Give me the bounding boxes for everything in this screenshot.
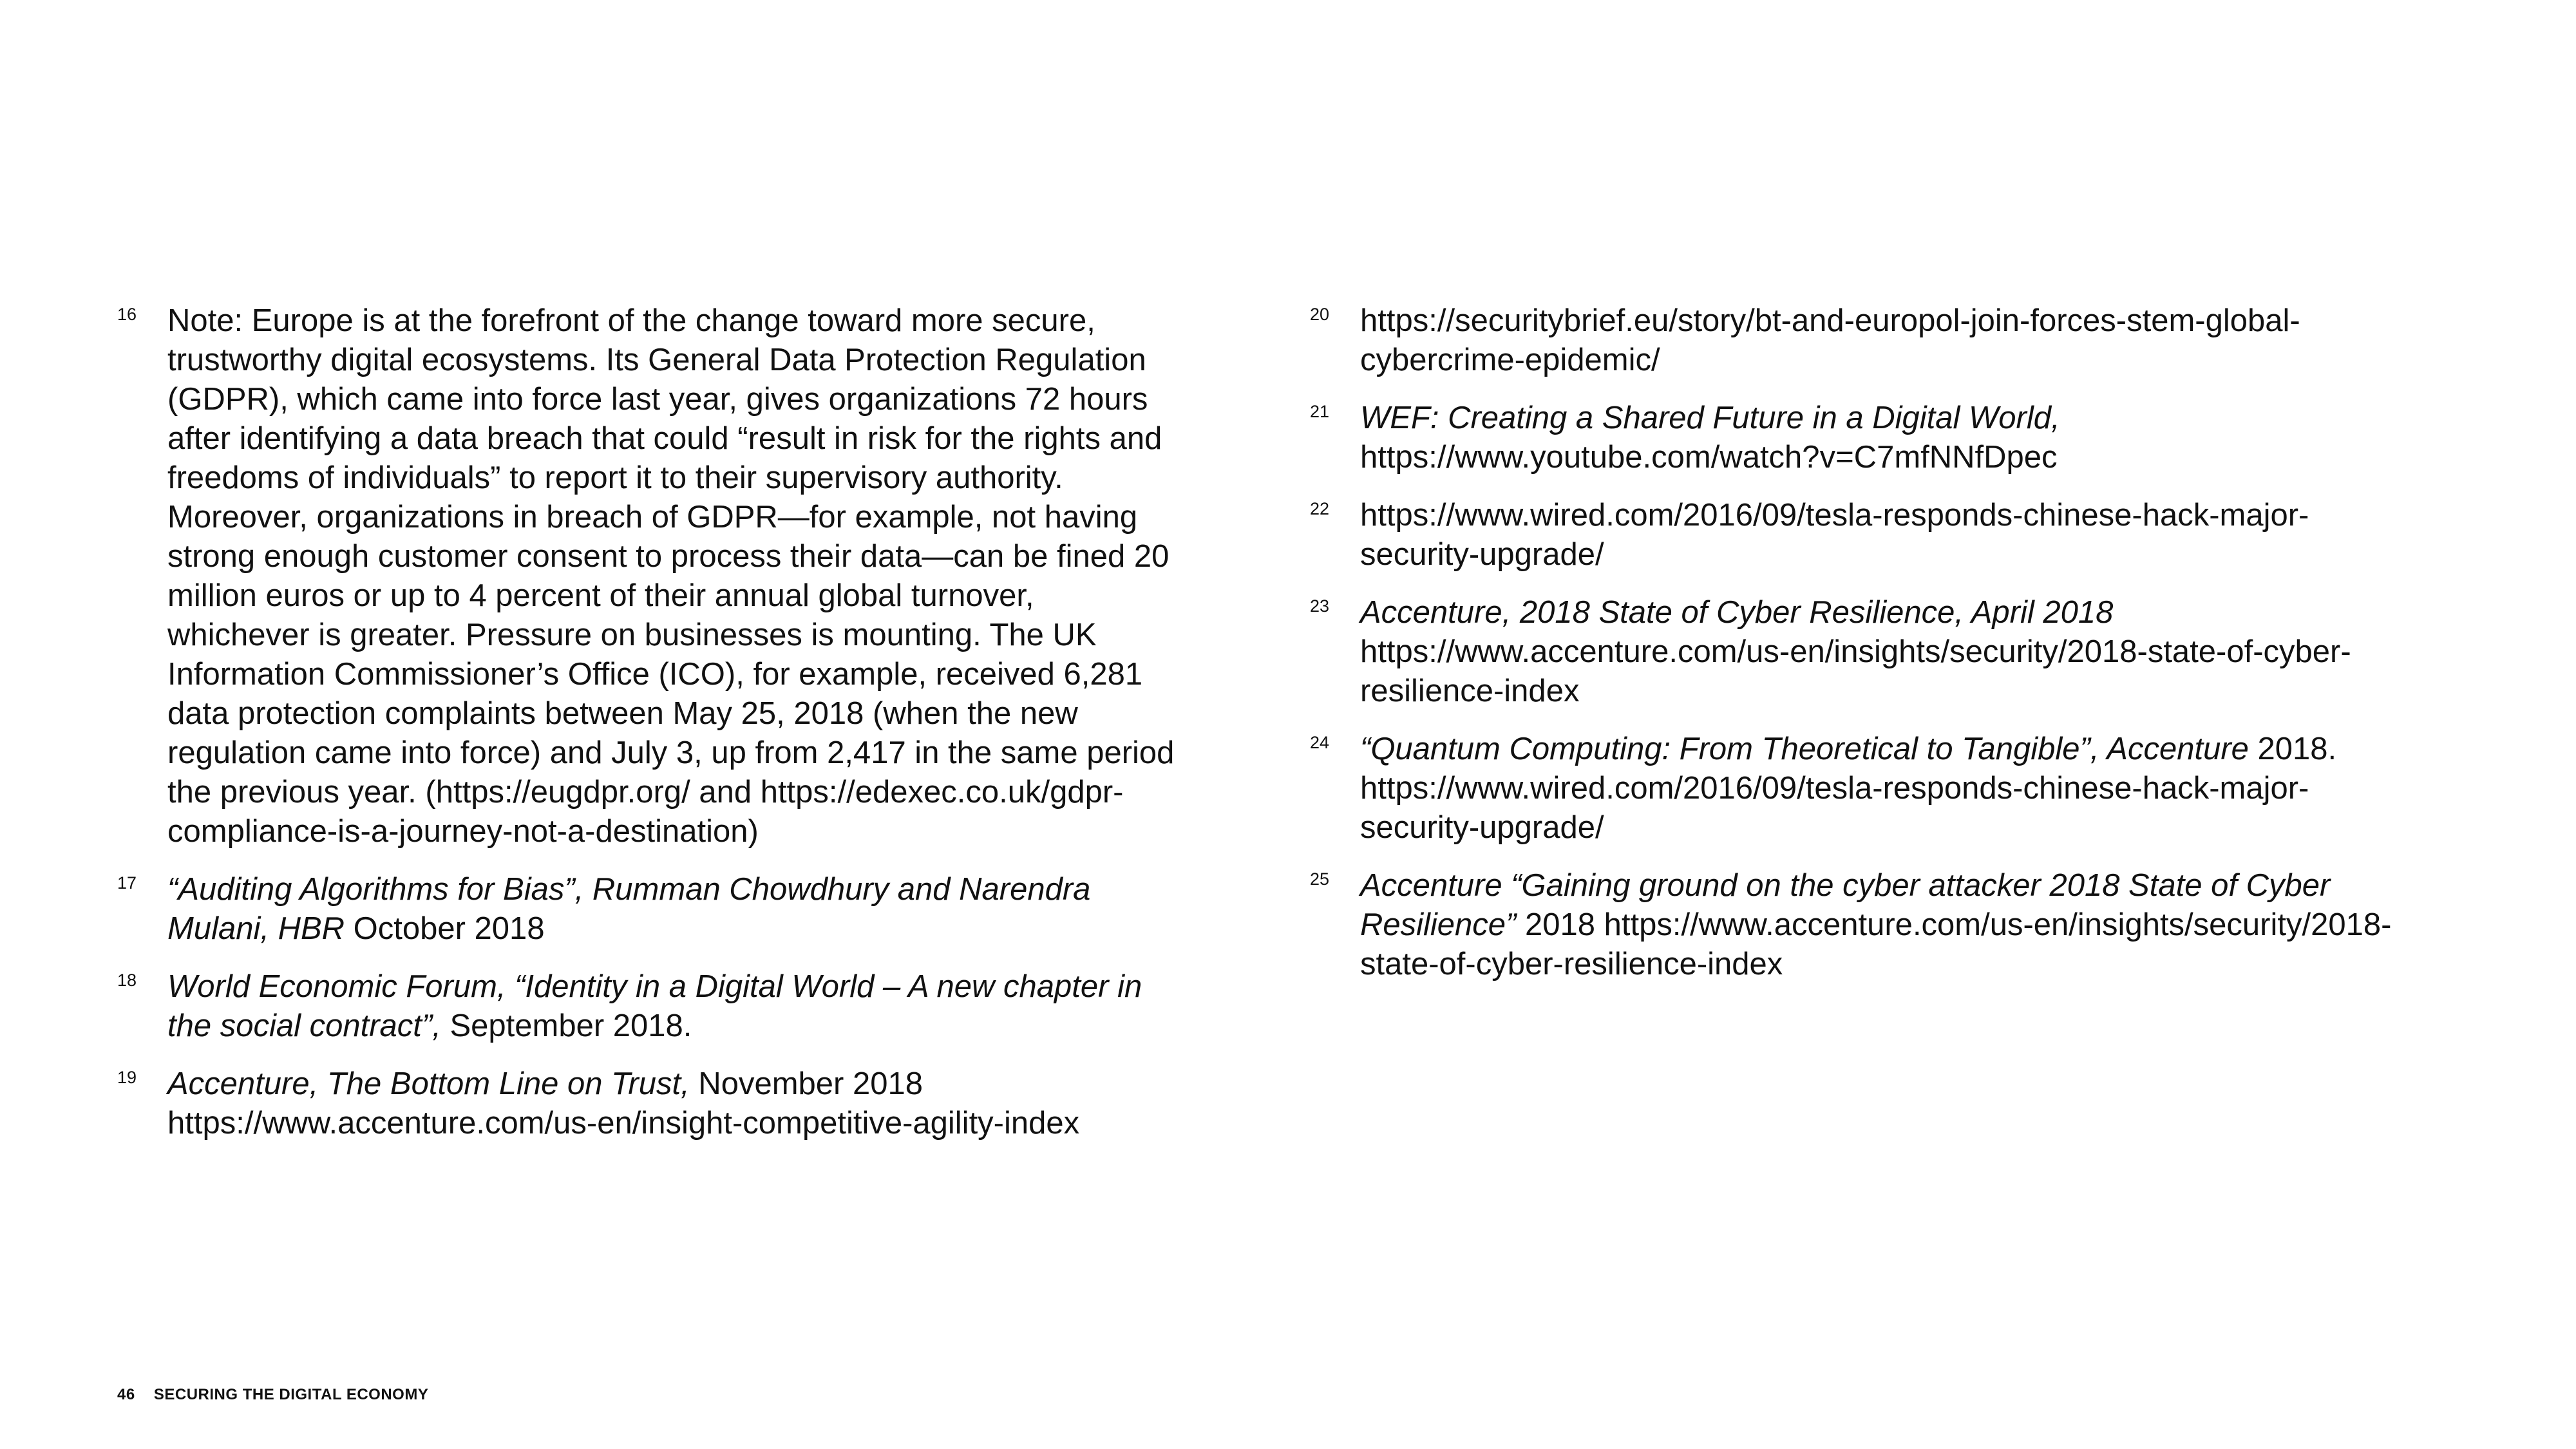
footnote-text [1360, 732, 2336, 845]
footnote-citation-title: “Auditing Algorithms for Bias”, Rumman Chowdhury and Narendra Mulani, HBR [167, 872, 1091, 946]
footnote-link[interactable]: 2018 https://www.accenture.com/us-en/insights/security/2018-state-of-cyber-resilience-index [1360, 907, 2392, 981]
footnote-citation-title: Accenture, 2018 State of Cyber Resilience, April 2018 [1360, 595, 2114, 630]
footnote-number: 22 [1310, 499, 1330, 518]
footnote-citation-detail: September 2018. [440, 1009, 692, 1043]
page-number: 46 [117, 1386, 135, 1403]
footnote-text [167, 969, 1142, 1043]
footnote-number: 16 [117, 305, 137, 324]
footnote-link[interactable]: 2018. https://www.wired.com/2016/09/tesla-responds-chinese-hack-major-security-upgrade/ [1360, 732, 2337, 845]
footnotes-left-column [117, 301, 1180, 1162]
footnote-number: 23 [1310, 596, 1330, 616]
footnote-text [1360, 401, 2060, 475]
document-title: SECURING THE DIGITAL ECONOMY [153, 1386, 429, 1403]
footnote-number: 17 [117, 873, 137, 893]
footnote-text [167, 872, 1090, 946]
footnote-number: 21 [1310, 402, 1330, 421]
footnotes-right-column [1310, 301, 2405, 1003]
footnote-number: 24 [1310, 733, 1330, 752]
footnote-25 [1310, 866, 2405, 984]
footnote-link[interactable]: https://www.accenture.com/us-en/insights/security/2018-state-of-cyber-resilience-index [1360, 634, 2351, 708]
footnote-citation-title: Accenture, The Bottom Line on Trust, [167, 1066, 690, 1101]
footnote-number: 25 [1310, 869, 1330, 889]
footnote-citation-title: Accenture “Gaining ground on the cyber attacker 2018 State of Cyber Resilience” [1360, 868, 2331, 942]
footnote-number: 20 [1310, 305, 1330, 324]
footnote-citation-title: WEF: Creating a Shared Future in a Digital World, [1360, 401, 2060, 435]
page-footer [117, 1386, 428, 1404]
footnote-text: Note: Europe is at the forefront of the change toward more secure, trustworthy digital ecosystems. Its General Data Protection Regulation (GDPR), which came into force last year, gives organizations 72 hours after identifying a data breach that could “result in risk for the rights and freedoms of individuals” to report it to their supervisory authority. Moreover, organizations in breach of GDPR—for example, not having strong enough customer consent to process their data—can be fined 20 million euros or up to 4 percent of their annual global turnover, whichever is greater. Pressure on businesses is mounting. The UK Information Commissioner’s Office (ICO), for example, received 6,281 data protection complaints between May 25, 2018 (when the new regulation came into force) and July 3, up from 2,417 in the same period the previous year. (https://eugdpr.org/ and https://edexec.co.uk/gdpr-compliance-is-a-journey-not-a-destination) [167, 303, 1175, 849]
footnote-22 [1310, 496, 2405, 574]
footnote-text [1360, 868, 2391, 981]
footnote-21 [1310, 399, 2405, 477]
footnote-text [167, 1066, 1079, 1141]
footnote-number: 19 [117, 1068, 137, 1087]
footnote-number: 18 [117, 971, 137, 990]
footnote-23 [1310, 593, 2405, 711]
footnote-24 [1310, 730, 2405, 848]
footnote-text [1360, 595, 2351, 708]
footnote-18 [117, 967, 1180, 1046]
footnote-20 [1310, 301, 2405, 380]
footnote-16 [117, 301, 1180, 851]
footnote-link[interactable]: https://www.wired.com/2016/09/tesla-responds-chinese-hack-major-security-upgrade/ [1360, 498, 2309, 572]
footnote-citation-detail: November 2018 https://www.accenture.com/us-en/insight-competitive-agility-index [167, 1066, 1080, 1141]
footnote-citation-title: “Quantum Computing: From Theoretical to Tangible”, Accenture [1360, 732, 2249, 766]
footnote-citation-title: World Economic Forum, “Identity in a Digital World – A new chapter in the social contract”, [167, 969, 1142, 1043]
footnote-17 [117, 870, 1180, 949]
footnote-link[interactable]: https://securitybrief.eu/story/bt-and-europol-join-forces-stem-global-cybercrime-epidemic/ [1360, 303, 2300, 377]
footnote-19 [117, 1065, 1180, 1143]
footnote-citation-detail: October 2018 [345, 911, 545, 946]
footnote-link[interactable]: https://www.youtube.com/watch?v=C7mfNNfDpec [1360, 440, 2058, 475]
